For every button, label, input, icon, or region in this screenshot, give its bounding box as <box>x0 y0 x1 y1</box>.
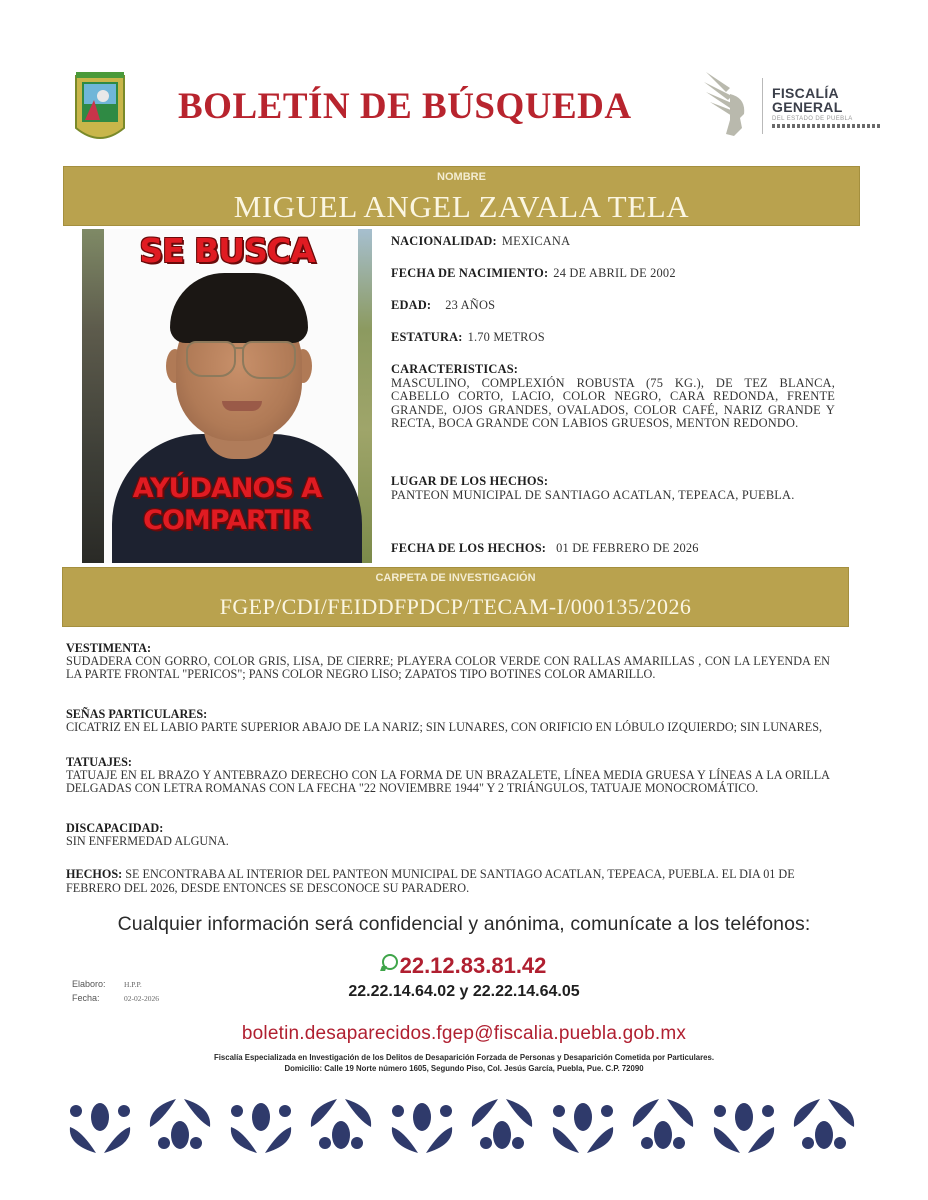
distinguishing-marks-value: CICATRIZ EN EL LABIO PARTE SUPERIOR ABAJO DE LA NARIZ; SIN LUNARES, CON ORIFICIO EN LÓBULO IZQUIERDO; SIN LUNARES, <box>66 720 823 735</box>
ornament-down-icon <box>706 1097 782 1155</box>
ornament-down-icon <box>223 1097 299 1155</box>
height-label: ESTATURA: <box>391 330 463 344</box>
ornament-up-icon <box>786 1097 862 1155</box>
distinguishing-marks-label: SEÑAS PARTICULARES: <box>66 707 208 721</box>
nationality-row <box>391 234 570 249</box>
birthdate-value: 24 DE ABRIL DE 2002 <box>553 266 676 280</box>
date-row <box>72 993 159 1003</box>
talavera-ornament-border <box>62 1097 862 1155</box>
person-name: MIGUEL ANGEL ZAVALA TELA <box>233 189 690 224</box>
incident-date-row <box>391 541 699 556</box>
ornament-down-icon <box>62 1097 138 1155</box>
incident-summary <box>66 867 836 895</box>
case-file-bar <box>62 567 849 627</box>
prepared-by-row <box>72 979 142 989</box>
footer-agency: Fiscalía Especializada en Investigación de los Delitos de Desaparición Forzada de Personas y Desaparición Cometida por Particulares. <box>213 1053 715 1062</box>
ornament-up-icon <box>464 1097 540 1155</box>
characteristics-label: CARACTERISTICAS: <box>391 362 519 376</box>
state-seal-icon <box>70 70 130 148</box>
name-bar <box>63 166 860 226</box>
page-title: BOLETÍN DE BÚSQUEDA <box>178 86 632 127</box>
prepared-by-label: Elaboro: <box>72 979 106 989</box>
share-caption-line1: AYÚDANOS A <box>132 473 322 504</box>
incident-date-label: FECHA DE LOS HECHOS: <box>391 541 547 555</box>
tattoos-value: TATUAJE EN EL BRAZO Y ANTEBRAZO DERECHO CON LA FORMA DE UN BRAZALETE, LÍNEA MEDIA GRUESA Y LÍNEAS A LA ORILLA DELGADAS CON LETRA ROMANAS CON LA FECHA "22 NOVIEMBRE 1944" Y 2 TRIÁNGULOS, TATUAJE MONOCROMÁTICO. <box>66 768 830 796</box>
footer-address: Domicilio: Calle 19 Norte número 1605, Segundo Piso, Col. Jesús García, Puebla, Pue. C.P. 72090 <box>284 1064 644 1073</box>
incident-location-value: PANTEON MUNICIPAL DE SANTIAGO ACATLAN, TEPEACA, PUEBLA. <box>391 487 795 502</box>
contact-call-to-action: Cualquier información será confidencial y anónima, comunícate a los teléfonos: <box>117 913 811 935</box>
prepared-by-value: H.P.P. <box>124 980 142 989</box>
characteristics-block <box>391 363 835 431</box>
incident-summary-value: SE ENCONTRABA AL INTERIOR DEL PANTEON MUNICIPAL DE SANTIAGO ACATLAN, TEPEACA, PUEBLA. EL DIA 01 DE FEBRERO DEL 2026, DESDE ENTONCES SE DESCONOCE SU PARADERO. <box>66 867 795 895</box>
clothing-block <box>66 642 830 682</box>
tattoos-label: TATUAJES: <box>66 755 132 769</box>
se-busca-caption: SE BUSCA <box>139 231 315 270</box>
incident-date-value: 01 DE FEBRERO DE 2026 <box>556 541 699 555</box>
height-row <box>391 330 545 345</box>
ornament-up-icon <box>142 1097 218 1155</box>
agency-line1: FISCALÍA <box>772 85 839 101</box>
characteristics-value: MASCULINO, COMPLEXIÓN ROBUSTA (75 KG.), DE TEZ BLANCA, CABELLO CORTO, LACIO, COLOR NEGRO, CARA REDONDA, FRENTE GRANDE, OJOS GRANDES, OVALADOS, COLOR CAFÉ, NARIZ GRANDE Y RECTA, BOCA GRANDE CON LABIOS GRUESOS, MENTON REDONDO. <box>391 375 835 431</box>
logo-divider <box>762 78 763 134</box>
nationality-value: MEXICANA <box>501 234 571 248</box>
height-value: 1.70 METROS <box>467 330 545 344</box>
agency-line3: DEL ESTADO DE PUEBLA <box>772 116 853 122</box>
date-label: Fecha: <box>72 993 100 1003</box>
share-caption-line2: COMPARTIR <box>143 505 311 536</box>
agency-line2: GENERAL <box>772 99 843 115</box>
glasses-icon <box>242 341 296 379</box>
name-label: NOMBRE <box>437 171 486 183</box>
disability-value: SIN ENFERMEDAD ALGUNA. <box>66 834 229 849</box>
age-row <box>391 298 495 313</box>
glasses-icon <box>186 341 236 377</box>
clothing-value: SUDADERA CON GORRO, COLOR GRIS, LISA, DE CIERRE; PLAYERA COLOR VERDE CON RALLAS AMARILLAS , CON LA LEYENDA EN LA PARTE FRONTAL "PERICOS"; PANS COLOR NEGRO LISO; ZAPATOS TIPO BOTINES COLOR AMARILLO. <box>66 654 830 682</box>
clothing-label: VESTIMENTA: <box>66 641 152 655</box>
glasses-bridge <box>234 347 244 349</box>
whatsapp-icon <box>382 954 398 970</box>
ornament-down-icon <box>384 1097 460 1155</box>
ornament-up-icon <box>303 1097 379 1155</box>
birthdate-row <box>391 266 676 281</box>
whatsapp-number[interactable]: 22.12.83.81.42 <box>399 953 547 978</box>
whatsapp-phone-row <box>0 953 928 979</box>
incident-location-block <box>391 475 835 502</box>
tattoos-block <box>66 756 830 796</box>
disability-block <box>66 822 830 848</box>
distinguishing-marks-block <box>66 708 830 734</box>
incident-summary-label: HECHOS: <box>66 867 123 881</box>
case-file-number: FGEP/CDI/FEIDDFPDCP/TECAM-I/000135/2026 <box>219 594 692 619</box>
missing-person-photo <box>82 229 372 563</box>
disability-label: DISCAPACIDAD: <box>66 821 164 835</box>
ornament-up-icon <box>625 1097 701 1155</box>
eagle-head-icon <box>700 68 756 140</box>
ornament-down-icon <box>545 1097 621 1155</box>
nationality-label: NACIONALIDAD: <box>391 234 497 248</box>
phone-numbers[interactable]: 22.22.14.64.02 y 22.22.14.64.05 <box>348 983 580 1000</box>
fiscalia-logo <box>700 68 890 140</box>
photo-mouth <box>222 401 262 411</box>
date-value: 02-02-2026 <box>124 994 159 1003</box>
age-label: EDAD: <box>391 298 432 312</box>
agency-pattern-band <box>772 124 882 128</box>
agency-wordmark <box>772 86 882 128</box>
birthdate-label: FECHA DE NACIMIENTO: <box>391 266 549 280</box>
incident-location-label: LUGAR DE LOS HECHOS: <box>391 474 549 488</box>
contact-email[interactable]: boletin.desaparecidos.fgep@fiscalia.puebla.gob.mx <box>241 1023 687 1044</box>
case-file-label: CARPETA DE INVESTIGACIÓN <box>375 572 536 584</box>
age-value: 23 AÑOS <box>445 298 496 312</box>
